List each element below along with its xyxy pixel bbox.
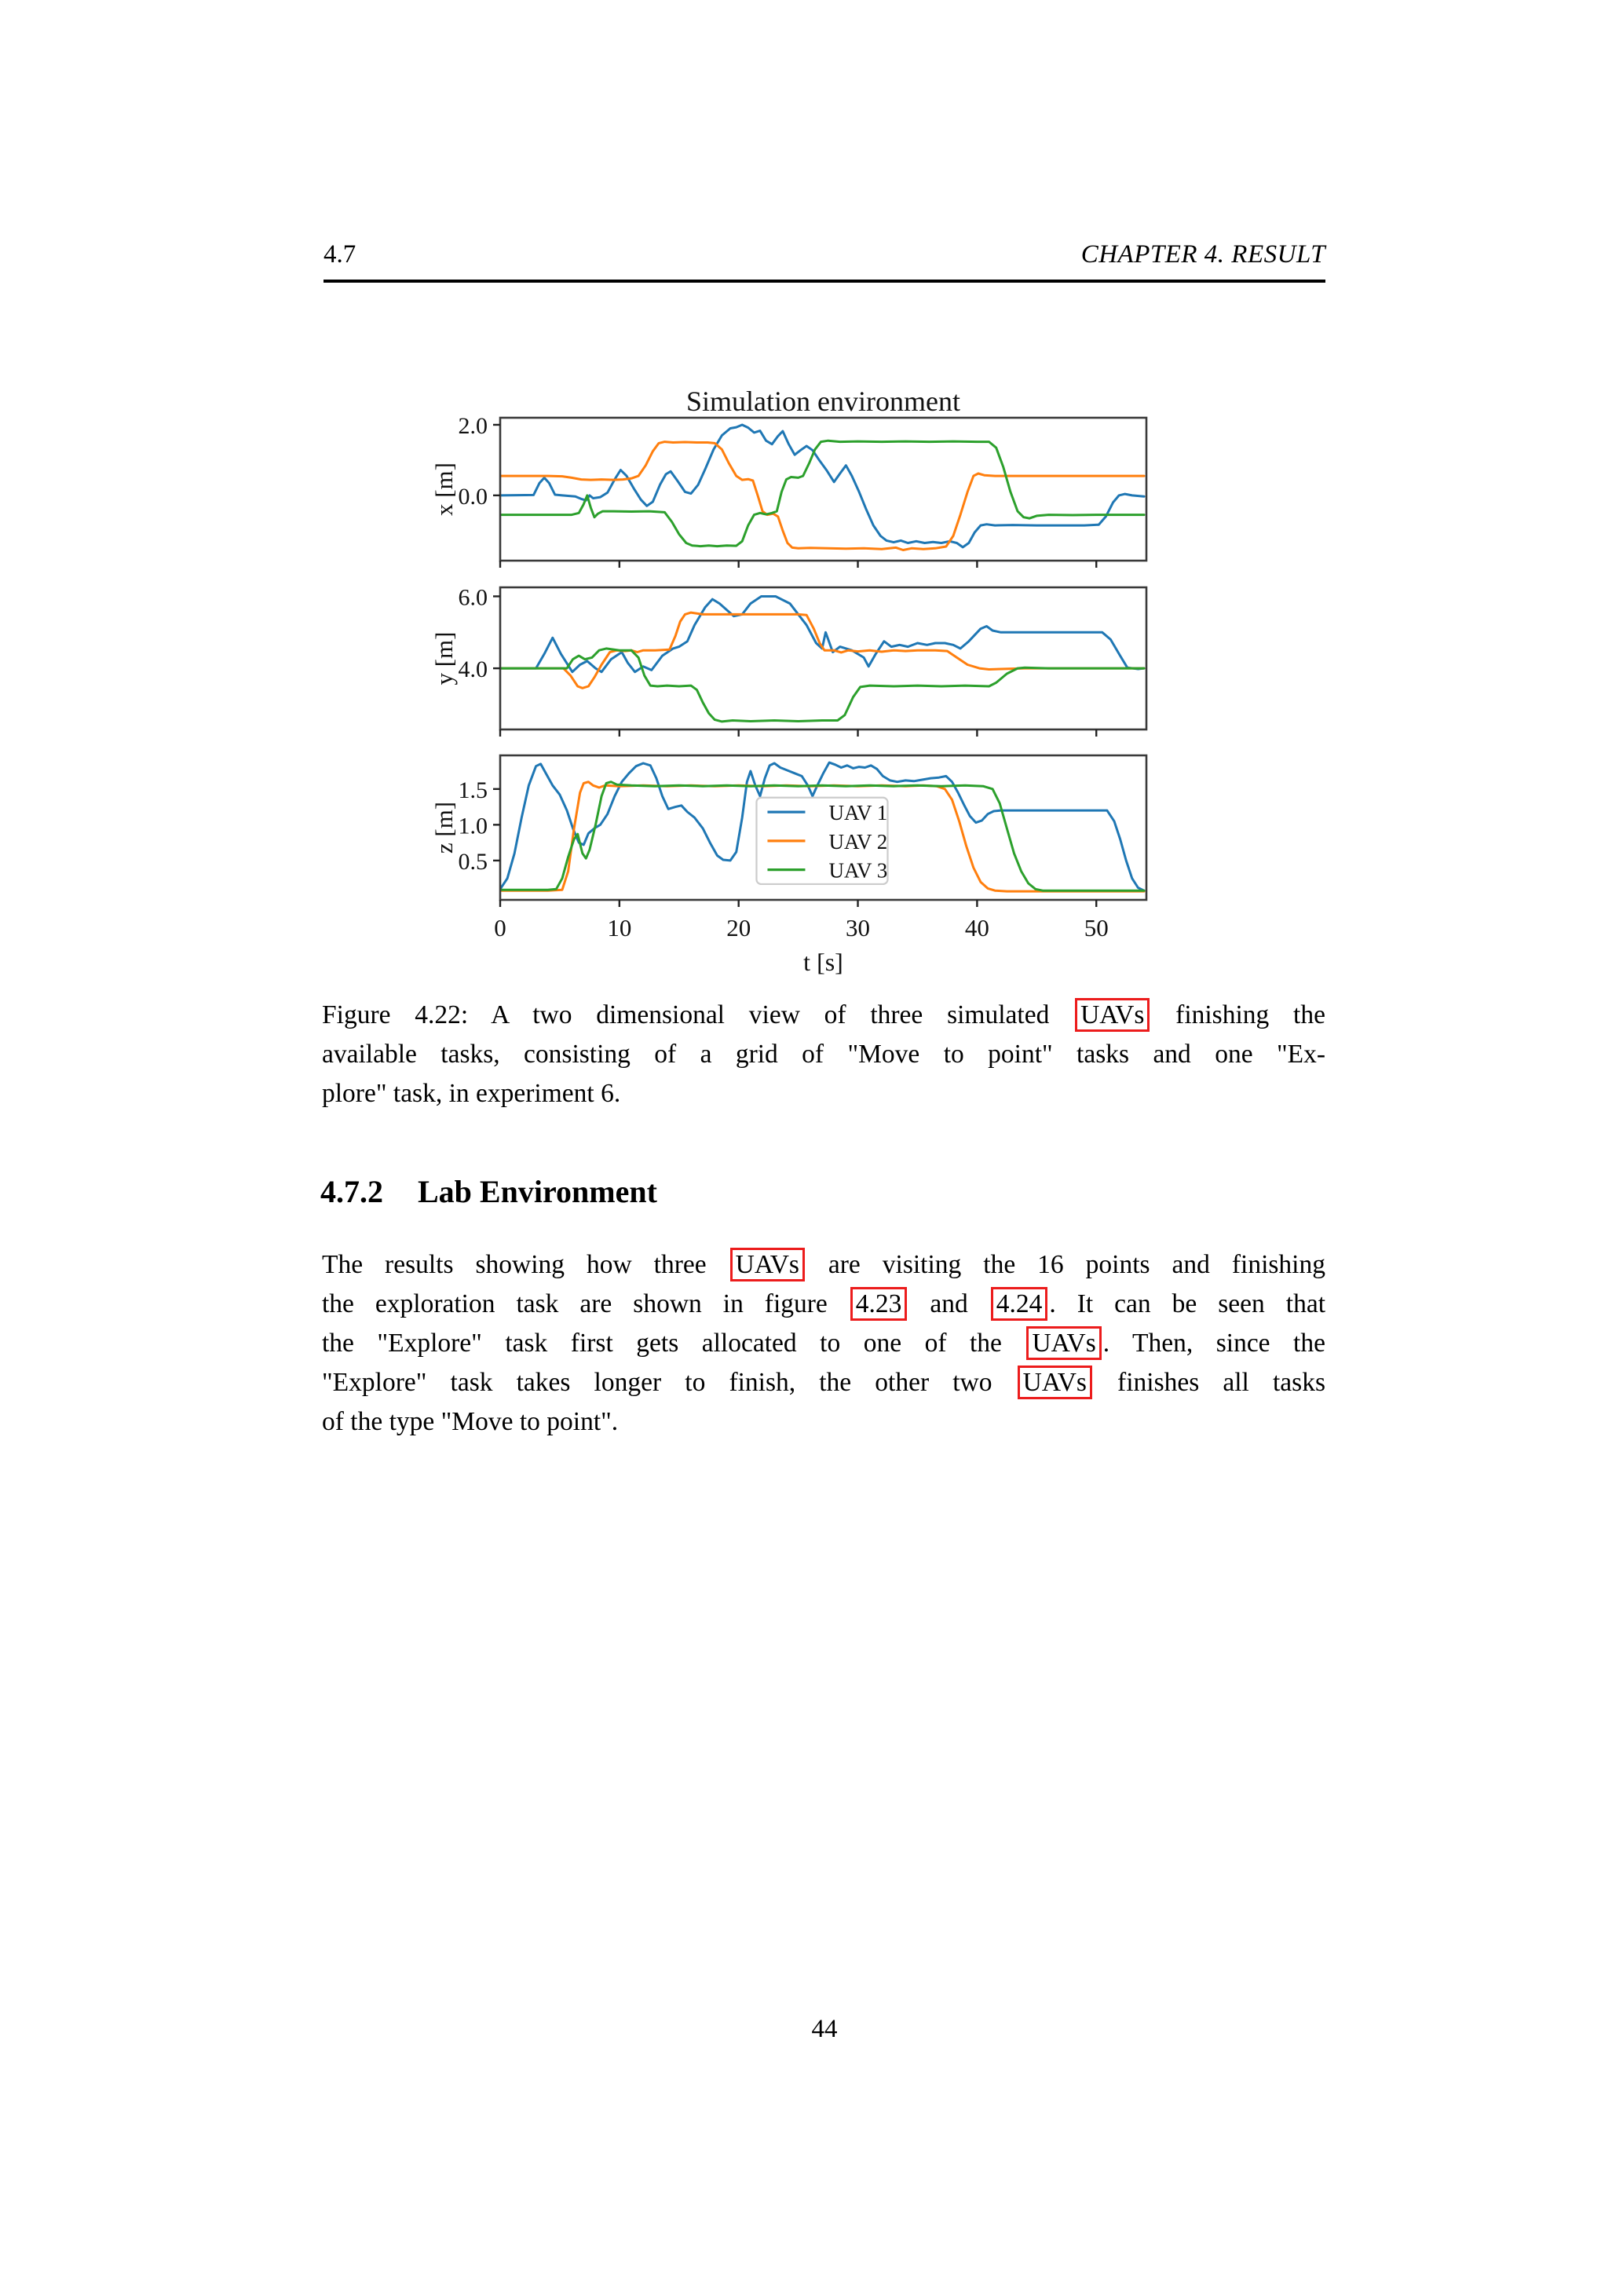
figure-caption <box>322 996 1325 1113</box>
paragraph-line <box>322 1324 1325 1363</box>
series-line-uav-1 <box>500 597 1144 672</box>
subplot-y <box>430 584 1146 737</box>
y-tick-label: 6.0 <box>458 584 488 611</box>
legend-label: UAV 1 <box>828 801 888 825</box>
text-span: finishes all tasks <box>1093 1368 1325 1397</box>
paragraph-line <box>322 1245 1325 1285</box>
page-header <box>324 240 1325 269</box>
series-line-uav-3 <box>500 441 1144 546</box>
y-tick-label: 0.0 <box>458 483 488 510</box>
x-tick-label: 0 <box>494 914 506 941</box>
ref-link-box[interactable]: UAVs <box>1026 1326 1101 1360</box>
header-section-number: 4.7 <box>324 240 356 269</box>
y-tick-label: 0.5 <box>458 848 488 875</box>
caption-line <box>322 1035 1325 1074</box>
page-number: 44 <box>811 2015 838 2043</box>
axes-frame <box>500 587 1146 729</box>
section-heading <box>320 1173 1324 1210</box>
text-span: Figure 4.22: A two dimensional view of three simulated <box>322 1000 1074 1029</box>
ref-link-box[interactable]: UAVs <box>1075 998 1150 1032</box>
y-tick-label: 4.0 <box>458 656 488 683</box>
x-tick-label: 50 <box>1084 914 1109 941</box>
caption-line <box>322 996 1325 1035</box>
axes-frame <box>500 418 1146 561</box>
body-paragraph <box>322 1245 1325 1442</box>
figure-4-22-chart <box>408 363 1205 995</box>
header-rule <box>324 280 1325 283</box>
legend-label: UAV 2 <box>828 829 888 854</box>
y-axis-label: z [m] <box>430 801 458 854</box>
text-span: The results showing how three <box>322 1250 729 1279</box>
paragraph-line <box>322 1363 1325 1402</box>
y-tick-label: 1.0 <box>458 813 488 839</box>
x-tick-label: 40 <box>964 914 989 941</box>
series-line-uav-2 <box>500 442 1144 550</box>
x-axis-label: t [s] <box>803 948 843 976</box>
paragraph-line <box>322 1285 1325 1324</box>
text-span: of the type "Move to point". <box>322 1407 619 1436</box>
subplot-z <box>430 755 1146 941</box>
y-tick-label: 1.5 <box>458 777 488 803</box>
x-tick-label: 20 <box>726 914 751 941</box>
text-span: . Then, since the <box>1102 1329 1325 1358</box>
chart-title: Simulation environment <box>686 386 960 417</box>
ref-link-box[interactable]: 4.24 <box>991 1287 1048 1321</box>
text-span: available tasks, consisting of a grid of "Move to point" tasks and one "Ex- <box>322 1040 1325 1069</box>
section-number: 4.7.2 <box>320 1174 383 1209</box>
text-span: and <box>908 1289 989 1318</box>
series-line-uav-3 <box>500 649 1144 722</box>
legend <box>756 798 887 884</box>
y-axis-label: y [m] <box>430 631 458 686</box>
y-axis-label: x [m] <box>430 462 458 517</box>
text-span: the exploration task are shown in figure <box>322 1289 849 1318</box>
series-line-uav-1 <box>500 425 1144 547</box>
legend-label: UAV 3 <box>828 858 888 883</box>
ref-link-box[interactable]: 4.23 <box>850 1287 908 1321</box>
text-span: . It can be seen that <box>1049 1289 1326 1318</box>
x-tick-label: 10 <box>607 914 632 941</box>
paragraph-line <box>322 1402 1325 1442</box>
subplot-x <box>430 413 1146 568</box>
ref-link-box[interactable]: UAVs <box>730 1248 805 1281</box>
caption-line <box>322 1074 1325 1113</box>
series-line-uav-2 <box>500 612 1144 688</box>
ref-link-box[interactable]: UAVs <box>1018 1366 1092 1399</box>
y-tick-label: 2.0 <box>458 412 488 439</box>
text-span: finishing the <box>1151 1000 1325 1029</box>
x-tick-label: 30 <box>846 914 871 941</box>
text-span: are visiting the 16 points and finishing <box>806 1250 1325 1279</box>
text-span: plore" task, in experiment 6. <box>322 1079 621 1108</box>
text-span: "Explore" task takes longer to finish, the other two <box>322 1368 1016 1397</box>
text-span: the "Explore" task first gets allocated to one of the <box>322 1329 1025 1358</box>
simulation-environment-plot <box>408 363 1205 995</box>
section-title: Lab Environment <box>418 1174 657 1209</box>
header-chapter-title: CHAPTER 4. RESULT <box>1080 240 1325 269</box>
